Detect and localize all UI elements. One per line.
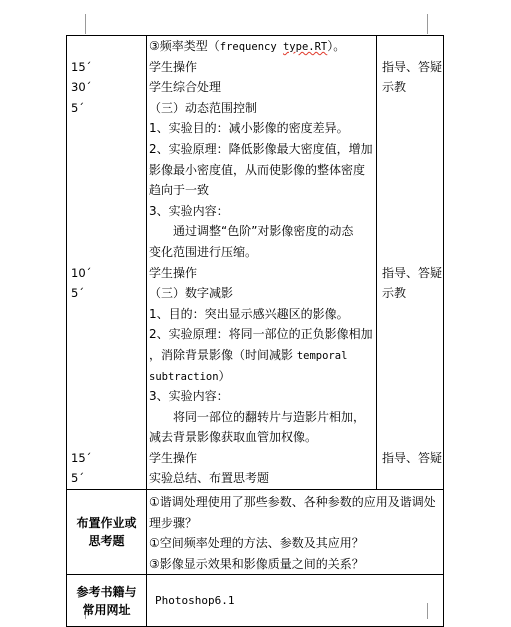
homework-item: 理步骤？ — [149, 515, 198, 530]
references-label-line: 参考书籍与 — [76, 584, 137, 599]
method-line — [377, 386, 443, 407]
method-line — [377, 242, 443, 263]
crop-mark-top-right — [427, 14, 428, 34]
homework-label-line: 布置作业或 — [76, 516, 137, 531]
content-line — [147, 345, 376, 366]
method-line — [377, 118, 443, 139]
time-line — [67, 345, 146, 366]
references-content — [147, 575, 444, 627]
method-line — [377, 468, 443, 489]
homework-row — [67, 490, 444, 575]
references-value: Photoshop6.1 — [155, 594, 235, 608]
homework-item: ③影像显示效果和影像质量之间的关系？ — [149, 556, 364, 571]
content-line: 3、实验内容： — [149, 389, 229, 404]
method-line — [377, 345, 443, 366]
method-line — [377, 324, 443, 345]
method-line: 指导、答疑 — [382, 59, 443, 74]
content-line: 学生综合处理 — [149, 80, 222, 95]
homework-item: ①空间频率处理的方法、参数及其应用？ — [149, 536, 364, 551]
content-column — [147, 36, 377, 490]
time-line: 15´ — [71, 59, 92, 74]
content-line: 学生操作 — [149, 265, 198, 280]
content-line: 1、实验目的：减小影像的密度差异。 — [149, 121, 349, 136]
time-line — [67, 139, 146, 160]
time-line — [67, 407, 146, 428]
method-line: 示教 — [382, 286, 407, 301]
time-line — [67, 160, 146, 181]
time-line — [67, 36, 146, 57]
time-line — [67, 386, 146, 407]
content-line: 将同一部位的翻转片与造影片相加， — [173, 409, 366, 424]
method-line — [377, 221, 443, 242]
references-label — [67, 575, 147, 627]
homework-item: ①谐调处理使用了那些参数、各种参数的应用及谐调处 — [149, 495, 436, 510]
time-line: 5´ — [71, 100, 85, 115]
time-column — [67, 36, 147, 490]
time-line — [67, 118, 146, 139]
method-line — [377, 201, 443, 222]
content-code: subtraction — [149, 370, 219, 383]
method-line: 指导、答疑 — [382, 265, 443, 280]
content-line — [147, 366, 376, 387]
content-text: ，消除背景影像（时间减影 — [149, 347, 297, 362]
method-line: 指导、答疑 — [382, 450, 443, 465]
time-line: 10´ — [71, 265, 92, 280]
time-line: 30´ — [71, 80, 92, 95]
crop-mark-top-left — [85, 14, 86, 34]
content-line: 实验总结、布置思考题 — [149, 471, 270, 486]
content-code: frequency — [219, 41, 283, 53]
references-row — [67, 575, 444, 627]
time-line: 5´ — [71, 471, 85, 486]
homework-content — [147, 490, 444, 575]
method-line — [377, 160, 443, 181]
references-label-line: 常用网址 — [82, 602, 131, 617]
lesson-row — [67, 36, 444, 490]
homework-label-line: 思考题 — [88, 534, 125, 549]
time-line — [67, 201, 146, 222]
content-line: 学生操作 — [149, 450, 198, 465]
content-line — [147, 36, 376, 57]
content-code: temporal — [296, 349, 348, 362]
homework-label — [67, 490, 147, 575]
method-line — [377, 139, 443, 160]
method-line: 示教 — [382, 80, 407, 95]
content-line: 1、目的：突出显示感兴趣区的影像。 — [149, 306, 349, 321]
spellcheck-underlined-text: type.RT — [282, 41, 328, 53]
method-line — [377, 180, 443, 201]
content-line: 趋向于一致 — [149, 183, 210, 198]
method-line — [377, 304, 443, 325]
time-line — [67, 324, 146, 345]
content-line: 学生操作 — [149, 59, 198, 74]
time-line — [67, 427, 146, 448]
time-line — [67, 304, 146, 325]
content-text: ） — [218, 368, 231, 383]
lesson-plan-table — [66, 35, 444, 627]
section-heading: （三）数字减影 — [149, 286, 234, 301]
method-line — [377, 36, 443, 57]
time-line — [67, 242, 146, 263]
time-line — [67, 221, 146, 242]
content-line: 3、实验内容： — [149, 203, 229, 218]
time-line — [67, 180, 146, 201]
content-line: 影像最小密度值，从而使影像的整体密度 — [149, 162, 366, 177]
method-line — [377, 427, 443, 448]
content-text: ③频率类型（ — [149, 39, 220, 53]
method-line — [377, 366, 443, 387]
content-text: ）。 — [327, 39, 346, 53]
time-line: 5´ — [71, 286, 85, 301]
time-line: 15´ — [71, 450, 92, 465]
method-line — [377, 407, 443, 428]
content-line: 2、实验原理：降低影像最大密度值，增加 — [149, 141, 373, 156]
method-column — [377, 36, 444, 490]
content-line: 减去背景影像获取血管加权像。 — [149, 430, 318, 445]
method-line — [377, 98, 443, 119]
content-line: 通过调整“色阶”对影像密度的动态 — [173, 224, 354, 239]
content-line: 2、实验原理：将同一部位的正负影像相加 — [149, 327, 373, 342]
time-line — [67, 366, 146, 387]
section-heading: （三）动态范围控制 — [149, 100, 258, 115]
content-line: 变化范围进行压缩。 — [149, 244, 258, 259]
